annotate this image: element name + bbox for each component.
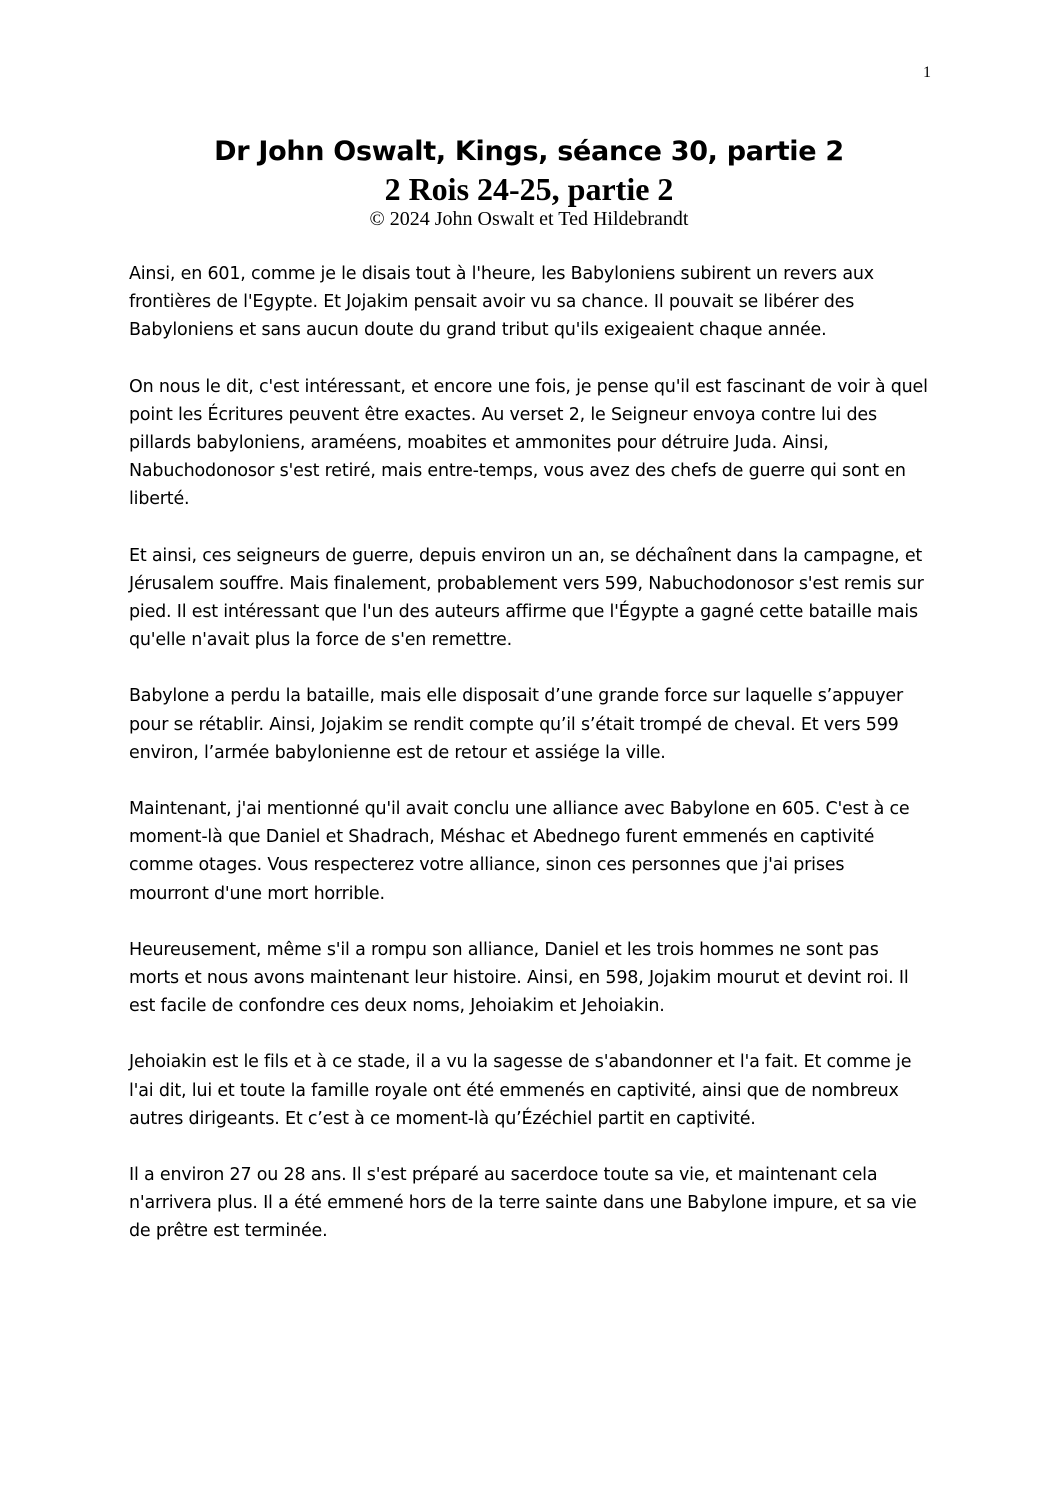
paragraph-8: Il a environ 27 ou 28 ans. Il s'est préparé au sacerdoce toute sa vie, et maintenant cela n'arrivera plus. Il a été emmené hors de la terre sainte dans une Babylone impure, et sa vie de prêtre est terminée.	[129, 1165, 917, 1242]
paragraph-4: Babylone a perdu la bataille, mais elle disposait d’une grande force sur laquelle s’appuyer pour se rétablir. Ainsi, Jojakim se rendit compte qu’il s’était trompé de cheval. Et vers 599 environ, l’armée babylonienne est de retour et assiége la ville.	[129, 686, 903, 763]
paragraph-1: Ainsi, en 601, comme je le disais tout à l'heure, les Babyloniens subirent un revers aux frontières de l'Egypte. Et Jojakim pensait avoir vu sa chance. Il pouvait se libérer des Babyloniens et sans aucun doute du grand tribut qu'ils exigeaient chaque année.	[129, 264, 874, 341]
paragraph-2: On nous le dit, c'est intéressant, et encore une fois, je pense qu'il est fascinant de voir à quel point les Écritures peuvent être exactes. Au verset 2, le Seigneur envoya contre lui des pillards babyloniens, araméens, moabites et ammonites pour détruire Juda. Ainsi, Nabuchodonosor s'est retiré, mais entre-temps, vous avez des chefs de guerre qui sont en liberté.	[129, 376, 928, 510]
document-body	[129, 260, 929, 1274]
page-number: 1	[923, 64, 931, 81]
copyright-line: © 2024 John Oswalt et Ted Hildebrandt	[369, 208, 689, 230]
document-title: Dr John Oswalt, Kings, séance 30, partie 2	[214, 136, 844, 167]
paragraph-3: Et ainsi, ces seigneurs de guerre, depuis environ un an, se déchaînent dans la campagne, et Jérusalem souffre. Mais finalement, probablement vers 599, Nabuchodonosor s'est remis sur pied. Il est intéressant que l'un des auteurs affirme que l'Égypte a gagné cette bataille mais qu'elle n'avait plus la force de s'en remettre.	[129, 545, 924, 651]
paragraph-6: Heureusement, même s'il a rompu son alliance, Daniel et les trois hommes ne sont pas morts et nous avons maintenant leur histoire. Ainsi, en 598, Jojakim mourut et devint roi. Il est facile de confondre ces deux noms, Jehoiakim et Jehoiakin.	[129, 939, 909, 1017]
document-subtitle: 2 Rois 24-25, partie 2	[384, 171, 674, 207]
paragraph-5: Maintenant, j'ai mentionné qu'il avait conclu une alliance avec Babylone en 605. C'est à ce moment-là que Daniel et Shadrach, Méshac et Abednego furent emmenés en captivité comme otages. Vous respecterez votre alliance, sinon ces personnes que j'ai prises mourront d'une mort horrible.	[129, 799, 910, 904]
document-header	[0, 134, 1058, 230]
paragraph-7: Jehoiakin est le fils et à ce stade, il a vu la sagesse de s'abandonner et l'a fait. Et comme je l'ai dit, lui et toute la famille royale ont été emmenés en captivité, ainsi que de nombreux autres dirigeants. Et c’est à ce moment-là qu’Ézéchiel partit en captivité.	[129, 1052, 912, 1129]
